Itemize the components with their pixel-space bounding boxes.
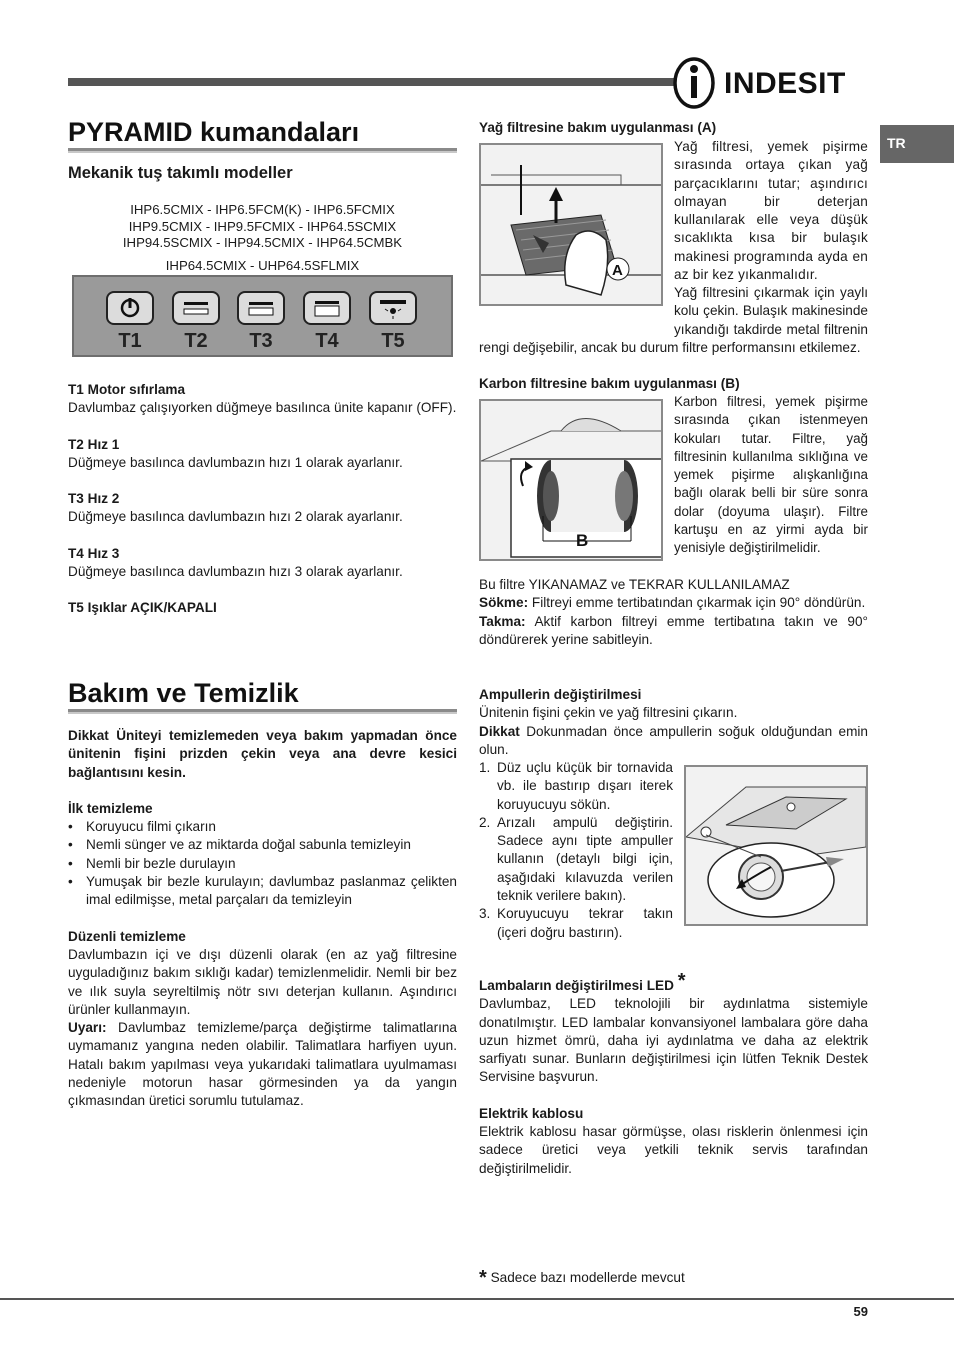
speed1-button[interactable] — [172, 291, 220, 325]
model-list — [68, 202, 457, 274]
controls-title: PYRAMID kumandaları — [68, 117, 360, 147]
caution-label: Uyarı: — [68, 1020, 107, 1036]
led-section — [479, 970, 868, 1178]
carbon-notes — [479, 576, 868, 649]
t2-heading: T2 Hız 1 — [68, 436, 120, 452]
language-tab: TR — [880, 125, 954, 163]
figure-b-label: B — [576, 531, 589, 550]
key-label: T1 — [118, 330, 142, 352]
controls-subtitle: Mekanik tuş takımlı modeller — [68, 164, 293, 182]
caution-paragraph — [68, 1019, 457, 1110]
lamp-warning-text: Dokunmadan önce ampullerin soğuk olduğundan emin olun. — [479, 723, 868, 757]
footnote-asterisk: * — [479, 1267, 487, 1289]
t4-heading: T4 Hız 3 — [68, 545, 120, 561]
t1-text: Davlumbaz çalışıyorken düğmeye basılınca ünite kapanır (OFF). — [68, 400, 457, 416]
model-line: IHP6.5CMIX - IHP6.5FCM(K) - IHP6.5FCMIX — [130, 202, 395, 217]
key-label: T2 — [184, 330, 208, 352]
t2-text: Düğmeye basılınca davlumbazın hızı 1 olarak ayarlanır. — [68, 454, 403, 470]
model-line: IHP94.5SCMIX - IHP94.5CMIX - IHP64.5CMBK — [122, 235, 403, 250]
t4-text: Düğmeye basılınca davlumbazın hızı 3 olarak ayarlanır. — [68, 564, 403, 580]
cable-heading: Elektrik kablosu — [479, 1105, 584, 1121]
grease-text-1: Yağ filtresi, yemek pişirme sırasında ortaya çıkan yağ parçacıklarını tutar; aşındırıcı olmayan bir deterjan kullanılarak elle veya düşük sıcaklıkta kısa bir bulaşık makinesi programında ayda en az bir kez yıkanmalıdır. — [674, 139, 868, 283]
key-descriptions — [68, 381, 457, 618]
lamp-warning-label: Dikkat — [479, 723, 520, 739]
t1-heading: T1 Motor sıfırlama — [68, 382, 186, 397]
speed2-button[interactable] — [237, 291, 285, 325]
key-label: T3 — [249, 330, 273, 352]
first-clean-list — [68, 818, 457, 909]
carbon-text: Karbon filtresi, yemek pişirme sırasında çıkan istenmeyen kokuları tutar. Filtre, yağ filtresinin kullanılma sıklığına ve yemek pişirme alışkanlığına bağlı olarak belli bir süre sonra dolar (doyuma ulaşır). Filtre kartuşu en az yirmi ayda bir yenisiyle değiştirilmelidir. — [674, 394, 868, 556]
footnote — [479, 1267, 868, 1287]
maintenance-section — [68, 678, 457, 714]
model-line: IHP64.5CMIX - UHP64.5SFLMIX — [165, 257, 360, 273]
step-item: 3. Koruyucuyu tekrar takın (içeri doğru bastırın). — [479, 906, 673, 940]
fit-paragraph — [479, 613, 868, 650]
step-item: 2. Arızalı ampulü değiştirin. Sadece aynı tipte ampuller kullanın (detaylı bilgi için, aşağıdaki kılavuzda verilen teknik verilere bakın). — [479, 814, 673, 904]
grease-heading: Yağ filtresine bakım uygulanması (A) — [479, 120, 717, 135]
remove-paragraph — [479, 594, 868, 612]
page-number: 59 — [853, 1304, 868, 1319]
cable-text: Elektrik kablosu hasar görmüşse, olası risklerin önlenmesi için sadece üretici veya yetkili teknik servis tarafından değiştirilmelidir. — [479, 1124, 868, 1176]
remove-text: Filtreyi emme tertibatından çıkarmak için 90° döndürün. — [528, 595, 866, 611]
warning-text: Dikkat Üniteyi temizlemeden veya bakım yapmadan önce ünitenin fişini prizden çekin veya ana devre kesici bağlantısını kesin. — [68, 728, 457, 780]
controls-section — [68, 117, 457, 153]
key-label: T4 — [315, 330, 339, 352]
remove-label: Sökme: — [479, 595, 529, 611]
fit-label: Takma: — [479, 613, 526, 629]
model-line: IHP9.5CMIX - IHP9.5FCMIX - IHP64.5SCMIX — [128, 218, 397, 234]
carbon-heading: Karbon filtresine bakım uygulanması (B) — [479, 376, 740, 391]
header-bar — [68, 78, 674, 86]
power-button[interactable] — [106, 291, 154, 325]
control-panel — [72, 275, 453, 357]
footer-rule — [0, 1298, 954, 1300]
footnote-text: Sadece bazı modellerde mevcut — [490, 1270, 685, 1285]
logo-text: INDESIT — [724, 67, 846, 100]
key-label: T5 — [381, 330, 405, 352]
light-button[interactable] — [369, 291, 417, 325]
lamp-heading: Ampullerin değiştirilmesi — [479, 687, 642, 702]
maintenance-title: Bakım ve Temizlik — [68, 678, 299, 708]
asterisk: * — [677, 970, 686, 992]
figure-a-label: A — [612, 262, 623, 279]
lamp-steps — [479, 759, 673, 942]
first-clean-heading: İlk temizleme — [68, 800, 153, 816]
grease-text-2-wrap — [479, 284, 868, 357]
regular-clean-heading: Düzenli temizleme — [68, 928, 186, 944]
speed3-button[interactable] — [303, 291, 351, 325]
t3-heading: T3 Hız 2 — [68, 491, 120, 507]
t3-text: Düğmeye basılınca davlumbazın hızı 2 olarak ayarlanır. — [68, 509, 403, 525]
indesit-logo — [672, 56, 872, 110]
list-item: • Nemli bir bezle durulayın — [68, 855, 457, 873]
title-rule — [68, 148, 457, 153]
list-item: • Yumuşak bir bezle kurulayın; davlumbaz paslanmaz çelikten imal edilmişse, metal parçaları da temizleyin — [68, 873, 457, 910]
regular-clean-text: Davlumbazın içi ve dışı düzenli olarak (en az yağ filtresine uyguladığınız bakım sıklığı kadar) temizlenmelidir. Nemli bir bez ve ılık suyla seyreltilmiş nötr sıvı deterjan kullanın. Aşındırıcı ürünler kullanmayın. — [68, 946, 457, 1017]
lamp-section — [479, 686, 868, 759]
list-item: • Nemli sünger ve az miktarda doğal sabunla temizleyin — [68, 836, 457, 854]
step-item: 1. Düz uçlu küçük bir tornavida vb. ile bastırıp dışarı iterek koruyucuyu sökün. — [479, 760, 673, 812]
caution-text: Davlumbaz temizleme/parça değiştirme talimatlarına uymamanız yangına neden olabilir. Talimatlara harfiyen uyun. Hatalı bakım yapılması veya yukarıdaki talimatlara uyulmaması nedeniyle motorun hasar görmesinden ya da yangın çıkmasından üretici sorumlu tutulamaz. — [68, 1020, 457, 1109]
led-heading: Lambaların değiştirilmesi LED * — [479, 970, 686, 993]
maintenance-body — [68, 727, 457, 1111]
grease-text-2-body: Yağ filtresini çıkarmak için yaylı kolu çekin. Bulaşık makinesinde yıkandığı takdirde metal filtrenin rengi değişebilir, ancak bu durum filtre performansını etkilemez. — [479, 285, 868, 355]
fit-text: Aktif karbon filtreyi emme tertibatına takın ve 90° döndürerek yerine sabitleyin. — [479, 613, 868, 647]
t5-heading: T5 Işıklar AÇIK/KAPALI — [68, 600, 217, 616]
lamp-warning — [479, 723, 868, 760]
carbon-filter-figure — [479, 399, 663, 561]
lamp-figure — [684, 765, 868, 926]
grease-filter-figure — [479, 143, 663, 306]
led-text: Davlumbaz, LED teknolojili bir aydınlatma sistemiyle donatılmıştır. LED lambalar konvansiyonel lambalara göre daha uzun hizmet ömrü, daha iyi aydınlatma ve daha az elektrik sarfiyatı sunar. Bunların değiştirilmesi için lütfen Teknik Destek Servisine başvurun. — [479, 996, 868, 1085]
title-rule — [68, 709, 457, 714]
lamp-intro: Ünitenin fişini çekin ve yağ filtresini çıkarın. — [479, 705, 738, 721]
list-item: • Koruyucu filmi çıkarın — [68, 818, 457, 836]
carbon-note: Bu filtre YIKANAMAZ ve TEKRAR KULLANILAMAZ — [479, 577, 790, 592]
